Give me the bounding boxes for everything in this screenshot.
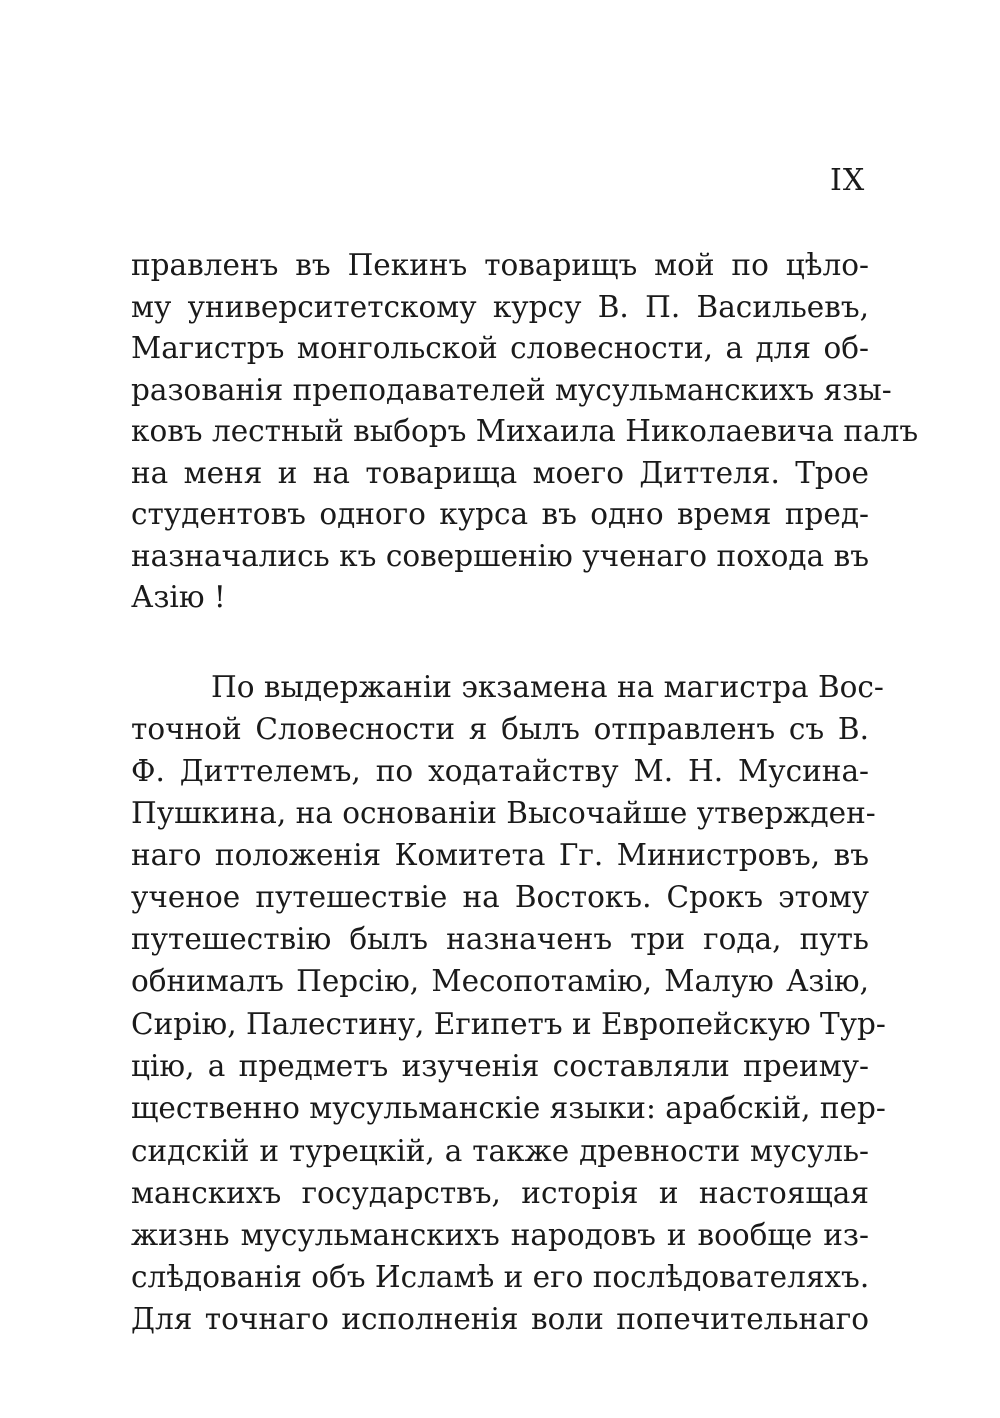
text-line: щественно мусульманскіе языки: арабскій, пер- — [131, 1091, 886, 1125]
text-line: Магистръ монгольской словесности, а для об- — [131, 331, 869, 365]
text-line: путешествію былъ назначенъ три года, путь — [131, 922, 869, 956]
text-line: слѣдованія объ Исламѣ и его послѣдователяхъ. — [131, 1260, 870, 1294]
text-line: обнималъ Персію, Месопотамію, Малую Азію, — [131, 964, 869, 998]
text-line: ковъ лестный выборъ Михаила Николаевича палъ — [131, 414, 919, 448]
text-line: разованія преподавателей мусульманскихъ язы- — [131, 373, 892, 407]
text-line: Ф. Диттелемъ, по ходатайству М. Н. Мусина- — [131, 754, 869, 788]
page-number: IX — [830, 163, 866, 198]
text-line: манскихъ государствъ, исторія и настоящая — [131, 1176, 869, 1210]
text-line: Сирію, Палестину, Египетъ и Европейскую Тур- — [131, 1007, 886, 1041]
text-line: цію, а предметъ изученія составляли преиму- — [131, 1049, 869, 1083]
text-line: Для точнаго исполненія воли попечительнаго — [131, 1302, 869, 1336]
text-line: на меня и на товарища моего Диттеля. Трое — [131, 456, 869, 490]
text-line: назначались къ совершенію ученаго похода въ — [131, 539, 869, 573]
text-line: правленъ въ Пекинъ товарищъ мой по цѣло- — [131, 248, 869, 282]
text-line: Пушкина, на основаніи Высочайше утвержден- — [131, 796, 876, 830]
text-line: По выдержаніи экзамена на магистра Вос- — [211, 670, 884, 704]
text-line: жизнь мусульманскихъ народовъ и вообще из- — [131, 1218, 869, 1252]
text-line: Азію ! — [131, 580, 226, 614]
text-line: наго положенія Комитета Гг. Министровъ, въ — [131, 838, 869, 872]
text-line: му университетскому курсу В. П. Васильевъ, — [131, 290, 869, 324]
text-line: сидскій и турецкій, а также древности мусуль- — [131, 1134, 869, 1168]
text-line: студентовъ одного курса въ одно время пред- — [131, 497, 869, 531]
text-line: точной Словесности я былъ отправленъ съ В. — [131, 712, 869, 746]
text-line: ученое путешествіе на Востокъ. Срокъ этому — [131, 880, 869, 914]
